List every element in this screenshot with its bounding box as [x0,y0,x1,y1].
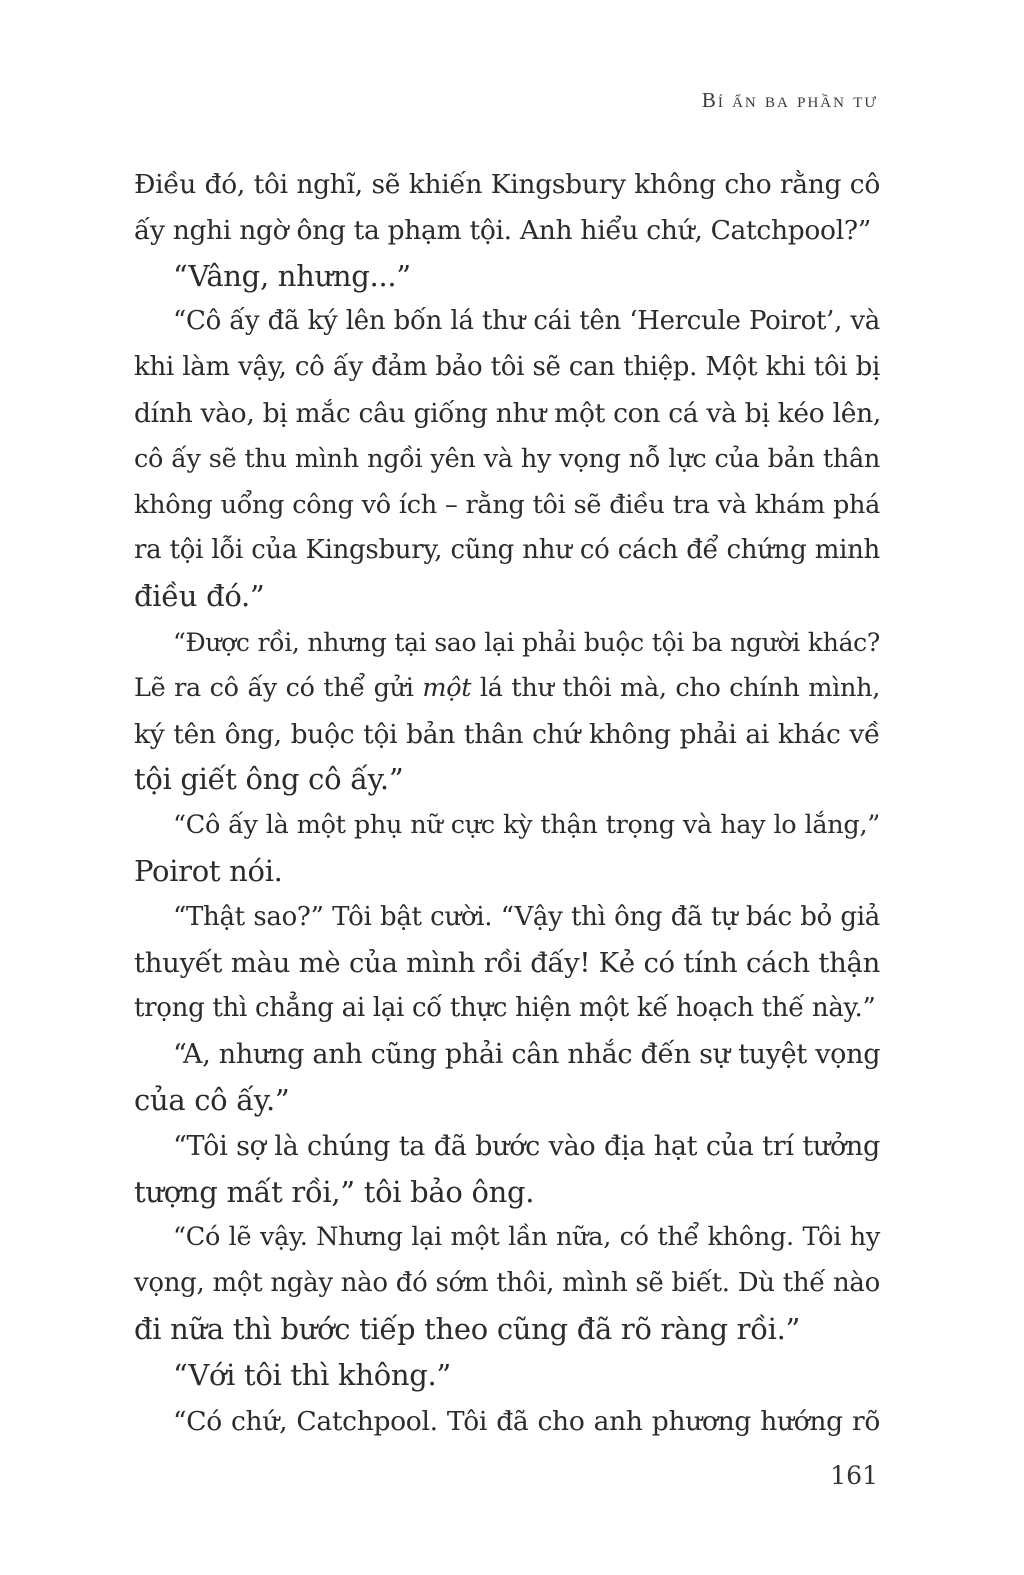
text-line: “Có chứ, Catchpool. Tôi đã cho anh phương hướng rõ [173,1405,880,1437]
text-line: ký tên ông, buộc tội bản thân chứ không phải ai khác về [134,718,880,750]
text-line: trọng thì chẳng ai lại cố thực hiện một kế hoạch thế này.” [134,993,876,1024]
text-line: “Được rồi, nhưng tại sao lại phải buộc tội ba người khác? [173,627,880,657]
text-line: đi nữa thì bước tiếp theo cũng đã rõ ràng rồi.” [134,1311,801,1346]
text-line: điều đó.” [134,579,265,614]
text-fragment: Lẽ ra cô ấy có thể gửi [134,672,423,703]
text-fragment: lá thư thôi mà, cho chính mình, [471,672,880,703]
text-line [134,666,880,712]
page-number: 161 [830,1461,878,1490]
text-line: cô ấy sẽ thu mình ngồi yên và hy vọng nỗ lực của bản thân [134,443,880,474]
body-text [134,162,880,1444]
text-line: tượng mất rồi,” tôi bảo ông. [134,1174,535,1209]
text-line: khi làm vậy, cô ấy đảm bảo tôi sẽ can thiệp. Một khi tôi bị [134,352,880,383]
text-line: “Vâng, nhưng...” [173,258,411,293]
text-line: ấy nghi ngờ ông ta phạm tội. Anh hiểu chứ, Catchpool?” [134,214,872,246]
text-line: “A, nhưng anh cũng phải cân nhắc đến sự tuyệt vọng [173,1039,881,1071]
text-line: vọng, một ngày nào đó sớm thôi, mình sẽ biết. Dù thế nào [134,1268,880,1299]
text-line: “Cô ấy đã ký lên bốn lá thư cái tên ‘Hercule Poirot’, và [173,306,880,337]
text-line: Điều đó, tôi nghĩ, sẽ khiến Kingsbury không cho rằng cô [134,169,880,200]
text-line: “Thật sao?” Tôi bật cười. “Vậy thì ông đã tự bác bỏ giả [173,901,880,932]
text-line: dính vào, bị mắc câu giống như một con cá và bị kéo lên, [134,397,882,429]
text-line: thuyết màu mè của mình rồi đấy! Kẻ có tính cách thận [134,946,880,979]
text-line: Poirot nói. [134,853,283,888]
text-line: “Tôi sợ là chúng ta đã bước vào địa hạt của trí tưởng [173,1130,880,1162]
text-line: ra tội lỗi của Kingsbury, cũng như có cách để chứng minh [134,535,880,566]
text-line: không uổng công vô ích – rằng tôi sẽ điều tra và khám phá [134,489,880,520]
text-line: tội giết ông cô ấy.” [134,762,404,797]
text-line: “Cô ấy là một phụ nữ cực kỳ thận trọng và hay lo lắng,” [173,810,880,841]
emphasized-word: một [422,672,472,703]
text-line: “Có lẽ vậy. Nhưng lại một lần nữa, có thể không. Tôi hy [173,1222,880,1253]
running-header-title: Bí ẩn ba phần tư [701,88,878,112]
text-line: của cô ấy.” [134,1082,290,1117]
text-line: “Với tôi thì không.” [173,1357,451,1392]
